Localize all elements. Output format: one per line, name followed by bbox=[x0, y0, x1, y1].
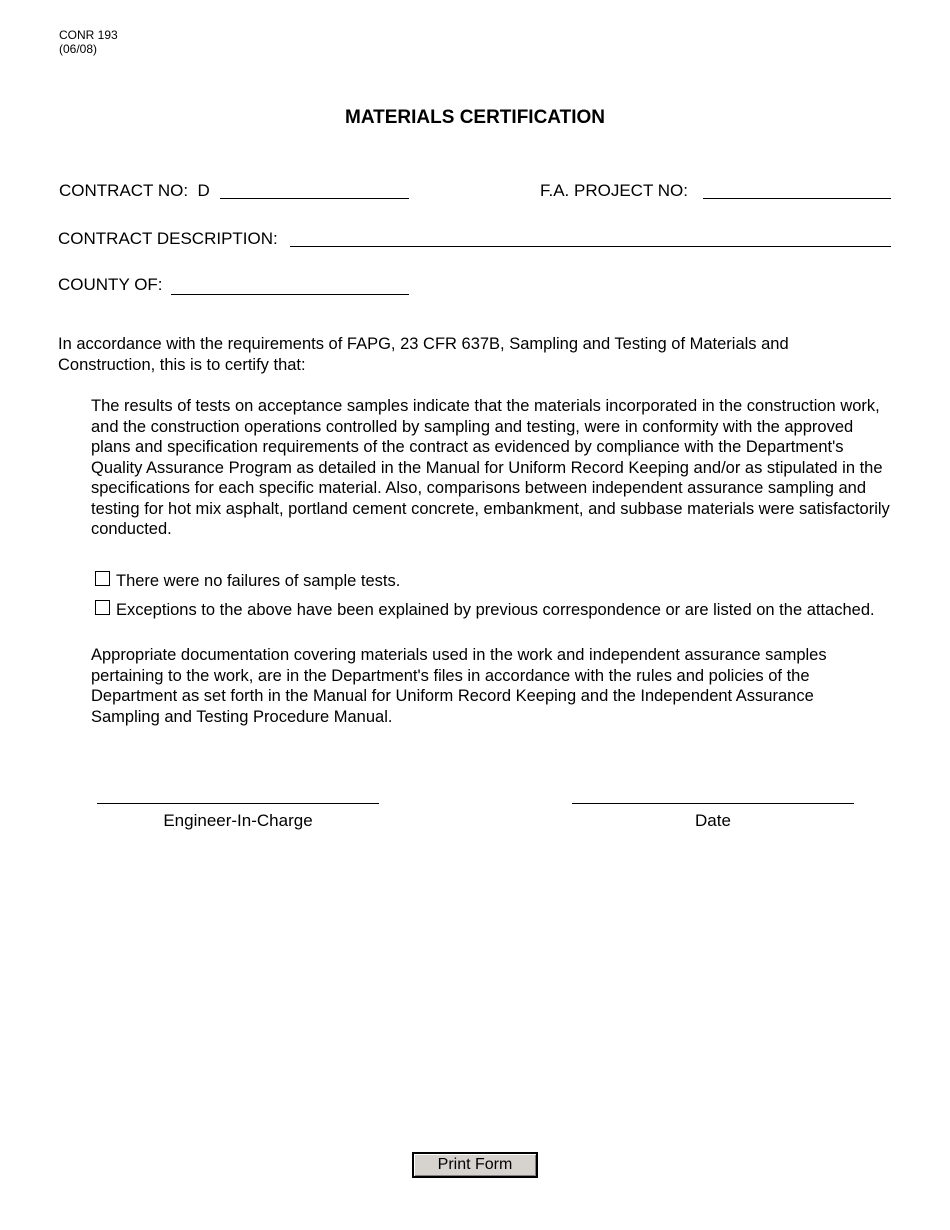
page-title: MATERIALS CERTIFICATION bbox=[345, 107, 605, 128]
intro-paragraph: In accordance with the requirements of FAPG, 23 CFR 637B, Sampling and Testing of Materials and Construction, this is to certify that: bbox=[58, 335, 789, 374]
exceptions-checkbox[interactable] bbox=[95, 600, 110, 615]
contract-no-label-text: CONTRACT NO: bbox=[59, 181, 189, 200]
engineer-in-charge-label: Engineer-In-Charge bbox=[163, 811, 313, 830]
documentation-paragraph: Appropriate documentation covering materials used in the work and independent assurance samples pertaining to the work, are in the Department's files in accordance with the rules and policies of the Department as set forth in the Manual for Uniform Record Keeping and the Independent Assurance Sampling and Testing Procedure Manual. bbox=[91, 646, 827, 726]
contract-no-field[interactable] bbox=[220, 181, 409, 199]
form-code-block bbox=[59, 28, 118, 56]
exceptions-label: Exceptions to the above have been explained by previous correspondence or are listed on the attached. bbox=[116, 601, 875, 619]
county-label: COUNTY OF: bbox=[58, 275, 163, 294]
fa-project-no-field[interactable] bbox=[703, 181, 891, 199]
certification-paragraph: The results of tests on acceptance samples indicate that the materials incorporated in the construction work, and the construction operations controlled by sampling and testing, were in conformity with the approved plans and specification requirements of the contract as evidenced by compliance with the Department's Quality Assurance Program as detailed in the Manual for Uniform Record Keeping and/or as stipulated in the specifications for each specific material. Also, comparisons between independent assurance sampling and testing for hot mix asphalt, portland cement concrete, embankment, and subbase materials were satisfactorily conducted. bbox=[91, 397, 890, 538]
form-revision-date: (06/08) bbox=[59, 42, 98, 56]
contract-no-label bbox=[59, 181, 210, 201]
no-failures-label: There were no failures of sample tests. bbox=[116, 572, 401, 590]
print-form-button[interactable]: Print Form bbox=[412, 1152, 538, 1178]
contract-no-prefix: D bbox=[197, 181, 210, 200]
fa-project-no-label: F.A. PROJECT NO: bbox=[540, 181, 688, 200]
no-failures-checkbox[interactable] bbox=[95, 571, 110, 586]
contract-description-field[interactable] bbox=[290, 229, 891, 247]
contract-description-label: CONTRACT DESCRIPTION: bbox=[58, 229, 278, 248]
form-code: CONR 193 bbox=[59, 28, 118, 42]
date-signature-line[interactable] bbox=[572, 803, 854, 804]
date-label: Date bbox=[695, 811, 731, 830]
county-field[interactable] bbox=[171, 277, 409, 295]
engineer-signature-line[interactable] bbox=[97, 803, 379, 804]
